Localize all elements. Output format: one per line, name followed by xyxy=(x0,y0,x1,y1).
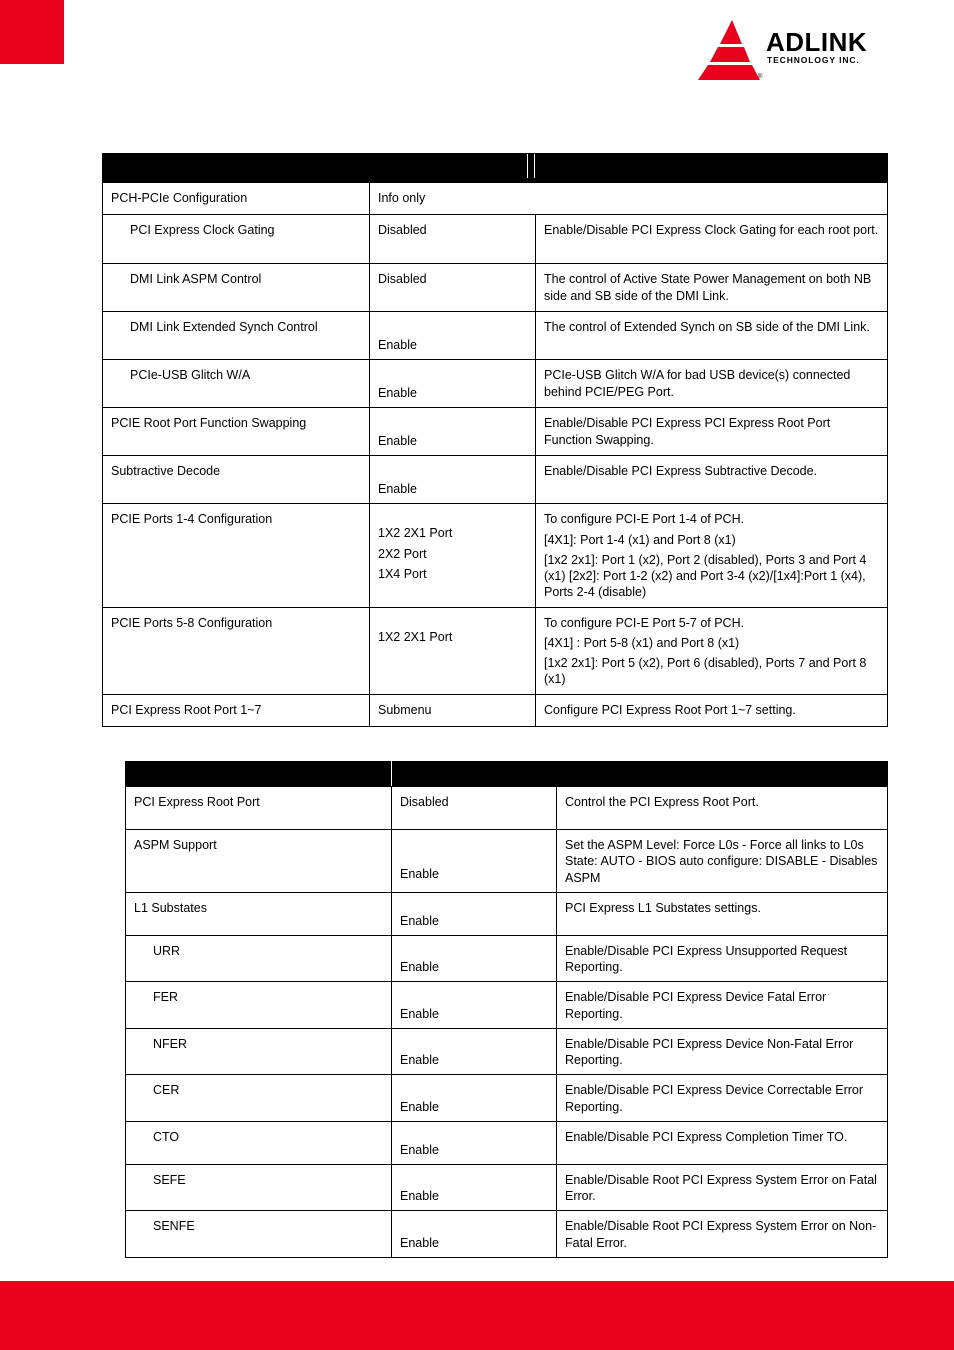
pyramid-logo-icon xyxy=(696,18,762,84)
footer-bar xyxy=(0,1281,954,1350)
registered-mark: ® xyxy=(758,74,763,80)
setting-cell: PCI Express Root Port 1~7 xyxy=(103,694,370,726)
table-row xyxy=(126,1121,888,1164)
description-cell: PCIe-USB Glitch W/A for bad USB device(s) connected behind PCIE/PEG Port. xyxy=(536,360,888,408)
description-cell: Enable/Disable Root PCI Express System Error on Non-Fatal Error. xyxy=(557,1211,888,1258)
table-row xyxy=(126,1164,888,1211)
value-cell: Enable xyxy=(392,935,557,982)
description-cell: Enable/Disable PCI Express Unsupported Request Reporting. xyxy=(557,935,888,982)
table-row xyxy=(126,1211,888,1258)
setting-cell: PCI Express Root Port xyxy=(126,787,392,830)
description-cell: Enable/Disable PCI Express Device Correctable Error Reporting. xyxy=(557,1075,888,1122)
setting-cell: ASPM Support xyxy=(126,830,392,893)
setting-cell: NFER xyxy=(126,1028,392,1075)
description-cell: Enable/Disable PCI Express Device Non-Fatal Error Reporting. xyxy=(557,1028,888,1075)
value-cell: Enable xyxy=(392,1164,557,1211)
description-cell: The control of Active State Power Management on both NB side and SB side of the DMI Link. xyxy=(536,264,888,312)
value-cell: Enable xyxy=(370,360,536,408)
table-row xyxy=(126,787,888,830)
table-row xyxy=(103,215,888,264)
setting-cell: FER xyxy=(126,982,392,1029)
value-cell: Enable xyxy=(370,456,536,504)
description-cell: Set the ASPM Level: Force L0s - Force all links to L0s State: AUTO - BIOS auto configure: DISABLE - Disables ASPM xyxy=(557,830,888,893)
value-cell xyxy=(370,504,536,607)
brand-tagline: TECHNOLOGY INC. xyxy=(767,55,860,65)
table-row xyxy=(126,830,888,893)
table-row xyxy=(126,1028,888,1075)
value-cell: Enable xyxy=(392,830,557,893)
setting-cell: PCIE Root Port Function Swapping xyxy=(103,408,370,456)
header-cell-description xyxy=(536,154,888,183)
table-row xyxy=(103,183,888,215)
setting-cell: SENFE xyxy=(126,1211,392,1258)
header-cell-setting xyxy=(126,762,392,787)
setting-cell: PCIE Ports 1-4 Configuration xyxy=(103,504,370,607)
value-cell: Enable xyxy=(392,1121,557,1164)
description-line: [4X1]: Port 1-4 (x1) and Port 8 (x1) xyxy=(544,532,736,547)
header-cell-description xyxy=(557,762,888,787)
description-cell: Enable/Disable PCI Express Clock Gating for each root port. xyxy=(536,215,888,264)
setting-cell: SEFE xyxy=(126,1164,392,1211)
setting-cell: PCI Express Clock Gating xyxy=(103,215,370,264)
value-option: 1X2 2X1 Port xyxy=(378,629,453,644)
description-cell: Configure PCI Express Root Port 1~7 setting. xyxy=(536,694,888,726)
description-line: [1x2 2x1]: Port 1 (x2), Port 2 (disabled), Ports 3 and Port 4 (x1) [2x2]: Port 1-2 (x2) and Port 3-4 (x2)/[1x4]:Port 1 (x4), Ports 2-4 (disable) xyxy=(544,552,867,600)
red-corner-tab xyxy=(0,0,64,64)
table-header xyxy=(103,154,888,183)
setting-cell: PCIe-USB Glitch W/A xyxy=(103,360,370,408)
description-cell: Enable/Disable PCI Express Subtractive Decode. xyxy=(536,456,888,504)
header-cell-value xyxy=(392,762,557,787)
brand-name: ADLINK xyxy=(766,27,868,57)
description-cell: Control the PCI Express Root Port. xyxy=(557,787,888,830)
value-option: 1X4 Port xyxy=(378,566,427,581)
description-line: [1x2 2x1]: Port 5 (x2), Port 6 (disabled), Ports 7 and Port 8 (x1) xyxy=(544,656,867,687)
value-cell: Enable xyxy=(392,982,557,1029)
description-line: To configure PCI-E Port 1-4 of PCH. xyxy=(544,512,745,527)
header-cell-value xyxy=(370,154,536,183)
description-cell: PCI Express L1 Substates settings. xyxy=(557,892,888,935)
table-row xyxy=(103,264,888,312)
header-cell-setting xyxy=(103,154,370,183)
adlink-logo xyxy=(696,18,906,84)
description-cell: Enable/Disable PCI Express Completion Timer TO. xyxy=(557,1121,888,1164)
table-row xyxy=(126,935,888,982)
description-line: [4X1] : Port 5-8 (x1) and Port 8 (x1) xyxy=(544,635,740,650)
description-line: To configure PCI-E Port 5-7 of PCH. xyxy=(544,615,745,630)
value-cell: Submenu xyxy=(370,694,536,726)
table-row xyxy=(126,892,888,935)
value-cell: Disabled xyxy=(392,787,557,830)
table-row xyxy=(103,312,888,360)
table-row xyxy=(103,408,888,456)
pch-pcie-settings-table xyxy=(102,153,888,727)
description-cell: Enable/Disable Root PCI Express System Error on Fatal Error. xyxy=(557,1164,888,1211)
value-option: 2X2 Port xyxy=(378,546,427,561)
value-cell: Enable xyxy=(370,408,536,456)
setting-cell: URR xyxy=(126,935,392,982)
setting-cell: PCIE Ports 5-8 Configuration xyxy=(103,607,370,694)
value-cell: Enable xyxy=(392,1211,557,1258)
description-cell xyxy=(536,504,888,607)
table-row xyxy=(126,982,888,1029)
table-header xyxy=(126,762,888,787)
table-row xyxy=(103,456,888,504)
setting-cell: CER xyxy=(126,1075,392,1122)
table-row xyxy=(103,360,888,408)
setting-cell: L1 Substates xyxy=(126,892,392,935)
value-cell: Enable xyxy=(392,892,557,935)
value-option: 1X2 2X1 Port xyxy=(378,526,453,541)
value-cell: Disabled xyxy=(370,215,536,264)
value-cell: Enable xyxy=(370,312,536,360)
setting-cell: DMI Link ASPM Control xyxy=(103,264,370,312)
table-row xyxy=(103,504,888,607)
setting-cell: CTO xyxy=(126,1121,392,1164)
value-cell: Enable xyxy=(392,1075,557,1122)
value-cell xyxy=(370,607,536,694)
description-cell: The control of Extended Synch on SB side of the DMI Link. xyxy=(536,312,888,360)
table-row xyxy=(103,694,888,726)
pcie-root-port-settings-table xyxy=(125,761,888,1258)
description-cell xyxy=(536,607,888,694)
description-cell: Enable/Disable PCI Express PCI Express Root Port Function Swapping. xyxy=(536,408,888,456)
setting-cell: PCH-PCIe Configuration xyxy=(103,183,370,215)
setting-cell: Subtractive Decode xyxy=(103,456,370,504)
value-cell: Enable xyxy=(392,1028,557,1075)
table-row xyxy=(126,1075,888,1122)
description-cell: Enable/Disable PCI Express Device Fatal Error Reporting. xyxy=(557,982,888,1029)
table-row xyxy=(103,607,888,694)
setting-cell: DMI Link Extended Synch Control xyxy=(103,312,370,360)
value-cell: Disabled xyxy=(370,264,536,312)
header-separator xyxy=(527,154,535,178)
value-cell: Info only xyxy=(370,183,888,215)
